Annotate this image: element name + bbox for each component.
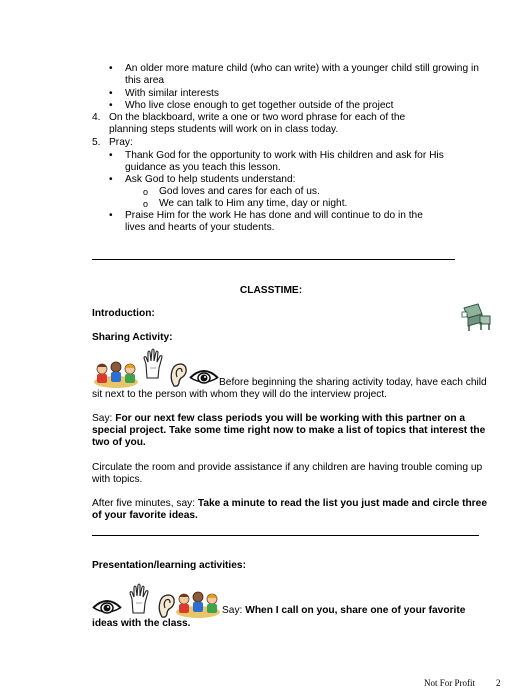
say-text: special project. Take some time right now to make a list of topics that interest the [92, 425, 486, 436]
say-prefix: Say: [222, 605, 246, 616]
sub-bullet-text: God loves and cares for each of us. [159, 186, 320, 197]
say-paragraph-2-line1 [222, 605, 465, 617]
say-text: For our next few class periods you will be working with this partner on a [115, 413, 466, 424]
eye-icon [92, 598, 122, 616]
bullet-text: Praise Him for the work He has done and will continue to do in the lives and hearts of your students. [125, 210, 423, 233]
eye-icon [189, 368, 219, 386]
page-number: 2 [496, 678, 501, 688]
step-4 [92, 112, 492, 138]
introduction-heading: Introduction: [92, 308, 155, 319]
step-number: 5. [92, 137, 101, 148]
bullet-text: Who live close enough to get together outside of the project [125, 100, 394, 111]
say-paragraph-1 [92, 413, 512, 449]
say-prefix: Say: [92, 413, 116, 424]
footer-not-for-profit: Not For Profit [424, 678, 476, 688]
sharing-activity-heading: Sharing Activity: [92, 332, 173, 343]
bullet-older-child [109, 63, 509, 89]
bullet-text: An older more mature child (who can write) with a younger child still growing in this area [125, 63, 479, 86]
children-group-icon [175, 590, 221, 618]
ear-icon [156, 593, 176, 619]
step-text: On the blackboard, write a one or two word phrase for each of the planning steps students will work on in class today. [109, 112, 406, 135]
classtime-heading: CLASSTIME: [239, 285, 303, 296]
ear-icon [168, 362, 188, 388]
chair-desk-icon [460, 302, 492, 332]
bullet-text: With similar interests [125, 88, 219, 99]
bullet-marker: • [109, 210, 113, 221]
bullet-marker: • [109, 88, 113, 99]
step-number: 4. [92, 112, 101, 123]
bullet-marker: • [109, 63, 113, 74]
after-five-minutes-paragraph: After five minutes, say: Take a minute to read the list you just made and circle three of your favorite ideas. [92, 498, 487, 521]
bullet-marker: • [109, 100, 113, 111]
bullet-text: Ask God to help students understand: [125, 174, 296, 185]
sub-bullet-marker: o [143, 187, 149, 197]
sub-bullet-marker: o [143, 199, 149, 209]
children-group-icon [93, 360, 139, 388]
circulate-paragraph: Circulate the room and provide assistance if any children are having trouble coming up with topics. [92, 462, 483, 485]
step-text: Pray: [109, 137, 133, 148]
say-text: When I call on you, share one of your favorite [245, 605, 466, 616]
hand-icon [127, 583, 151, 615]
bullet-text: Thank God for the opportunity to work with His children and ask for His guidance as you teach this lesson. [125, 150, 444, 173]
sharing-instructions-line2: sit next to the person with whom they will do the interview project. [92, 389, 388, 400]
sharing-instructions-line1: Before beginning the sharing activity today, have each child [219, 377, 487, 388]
bullet-praise-him [109, 210, 509, 236]
sub-bullet-text: We can talk to Him any time, day or night. [159, 198, 348, 209]
say-paragraph-2-line2: ideas with the class. [92, 618, 191, 629]
say-text: two of you. [92, 437, 146, 448]
divider-line [92, 535, 479, 536]
hand-icon [141, 348, 165, 380]
step-5 [92, 137, 492, 150]
presentation-heading: Presentation/learning activities: [92, 560, 246, 571]
divider-line [92, 259, 455, 260]
bullet-thank-god [109, 150, 509, 176]
bullet-marker: • [109, 174, 113, 185]
bullet-marker: • [109, 150, 113, 161]
